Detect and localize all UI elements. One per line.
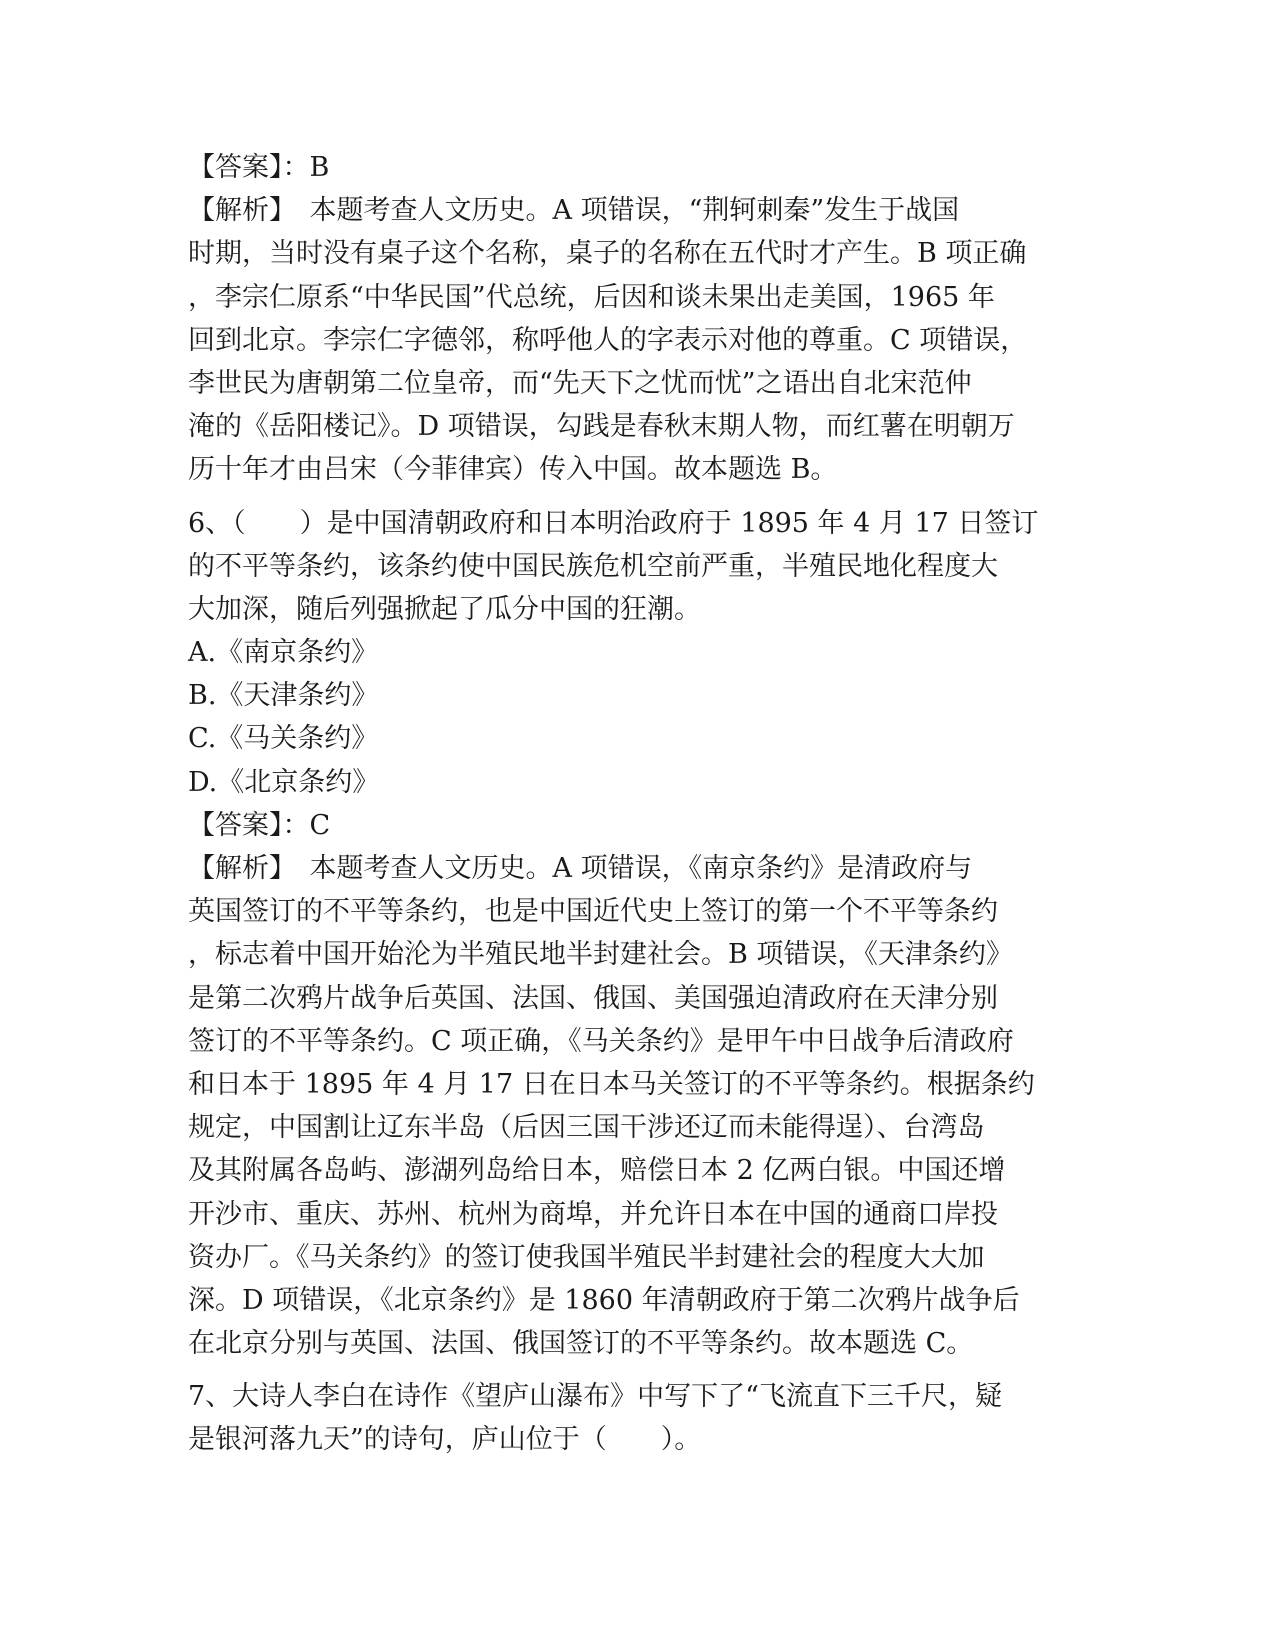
q6-analysis-line: 是第二次鸦片战争后英国、法国、俄国、美国强迫清政府在天津分别 bbox=[188, 982, 998, 1014]
q6-analysis-line: 在北京分别与英国、法国、俄国签订的不平等条约。故本题选 C。 bbox=[188, 1328, 974, 1360]
q5-answer: 【答案】：B bbox=[188, 152, 330, 183]
q6-analysis-line: 英国签订的不平等条约，也是中国近代史上签订的第一个不平等条约 bbox=[188, 896, 998, 928]
q5-analysis-line: 时期，当时没有桌子这个名称，桌子的名称在五代时才产生。B 项正确 bbox=[188, 238, 1027, 270]
q6-answer: 【答案】：C bbox=[188, 809, 331, 841]
q6-stem-line: 的不平等条约，该条约使中国民族危机空前严重，半殖民地化程度大 bbox=[188, 550, 998, 582]
q6-analysis-line: 规定，中国割让辽东半岛（后因三国干涉还辽而未能得逞）、台湾岛 bbox=[188, 1112, 985, 1144]
q6-option-d: D.《北京条约》 bbox=[188, 766, 380, 798]
q6-analysis-line: 和日本于 1895 年 4 月 17 日在日本马关签订的不平等条约。根据条约 bbox=[188, 1068, 1035, 1100]
q7-stem-line: 7、大诗人李白在诗作《望庐山瀑布》中写下了“飞流直下三千尺，疑 bbox=[188, 1381, 1002, 1413]
q5-analysis-line: ，李宗仁原系“中华民国”代总统，后因和谈未果出走美国，1965 年 bbox=[188, 281, 995, 313]
q5-analysis-line: 李世民为唐朝第二位皇帝，而“先天下之忧而忧”之语出自北宋范仲 bbox=[188, 367, 972, 399]
q6-option-a: A.《南京条约》 bbox=[188, 637, 379, 669]
q6-stem-line: 大加深，随后列强掀起了瓜分中国的狂潮。 bbox=[188, 593, 701, 625]
q6-stem-line: 6、（ ）是中国清朝政府和日本明治政府于 1895 年 4 月 17 日签订 bbox=[188, 507, 1039, 539]
q6-analysis-line: 开沙市、重庆、苏州、杭州为商埠，并允许日本在中国的通商口岸投 bbox=[188, 1198, 998, 1230]
q6-option-b: B.《天津条约》 bbox=[188, 680, 379, 712]
q6-option-c: C.《马关条约》 bbox=[188, 723, 379, 755]
document-page bbox=[188, 146, 1068, 1462]
q6-analysis-line: 签订的不平等条约。C 项正确，《马关条约》是甲午中日战争后清政府 bbox=[188, 1025, 1014, 1057]
q6-analysis-line: 及其附属各岛屿、澎湖列岛给日本，赔偿日本 2 亿两白银。中国还增 bbox=[188, 1155, 1006, 1187]
q5-analysis-line: 淹的《岳阳楼记》。D 项错误，勾践是春秋末期人物，而红薯在明朝万 bbox=[188, 411, 1015, 443]
q5-analysis-line: 回到北京。李宗仁字德邻，称呼他人的字表示对他的尊重。C 项错误， bbox=[188, 324, 1028, 356]
q7-stem-line: 是银河落九天”的诗句，庐山位于（ ）。 bbox=[188, 1424, 702, 1456]
q6-analysis-line: ，标志着中国开始沦为半殖民地半封建社会。B 项错误，《天津条约》 bbox=[188, 939, 1013, 971]
q6-analysis-line: 资办厂。《马关条约》的签订使我国半殖民半封建社会的程度大大加 bbox=[188, 1241, 985, 1273]
q5-analysis-line: 历十年才由吕宋（今菲律宾）传入中国。故本题选 B。 bbox=[188, 454, 838, 486]
q5-analysis-line: 【解析】 本题考查人文历史。A 项错误，“荆轲刺秦”发生于战国 bbox=[188, 195, 960, 227]
q6-analysis-line: 深。D 项错误，《北京条约》是 1860 年清朝政府于第二次鸦片战争后 bbox=[188, 1284, 1020, 1316]
q6-analysis-line: 【解析】 本题考查人文历史。A 项错误，《南京条约》是清政府与 bbox=[188, 853, 973, 884]
